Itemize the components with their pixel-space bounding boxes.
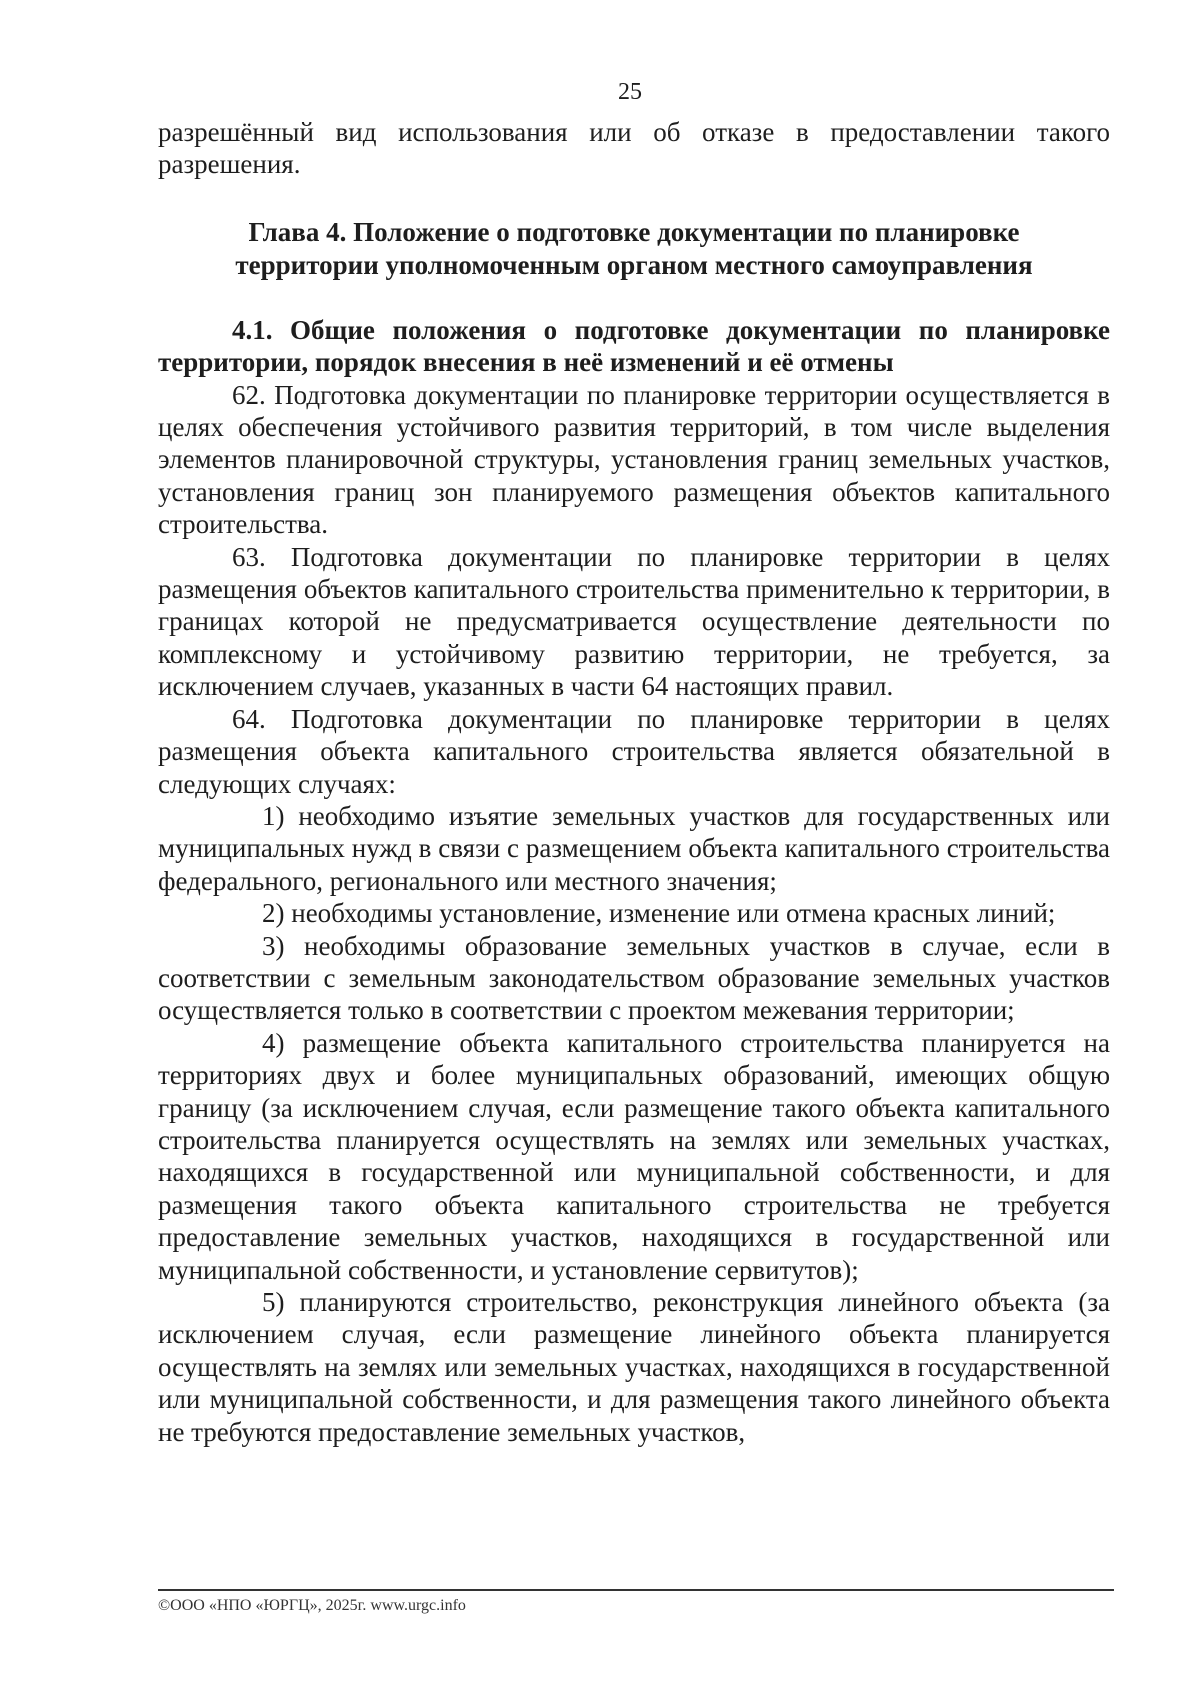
list-item-1: 1) необходимо изъятие земельных участков для государственных или муниципальных нужд в связи с размещением объекта капитального строительства федерального, регионального или местного значения; xyxy=(158,800,1110,896)
list-item-4: 4) размещение объекта капитального строительства планируется на территориях двух и более муниципальных образований, имеющих общую границу (за исключением случая, если размещение такого объекта капитального строительства планируется осуществлять на землях или земельных участках, находящихся в государственной или муниципальной собственности, и для размещения такого объекта капитального строительства не требуется предоставление земельных участков, находящихся в государственной или муниципальной собственности, и установление сервитутов); xyxy=(158,1027,1110,1285)
chapter-heading-line-1: Глава 4. Положение о подготовке документации по планировке xyxy=(248,216,1020,247)
document-body xyxy=(158,116,1110,1448)
list-item-5: 5) планируются строительство, реконструкция линейного объекта (за исключением случая, если размещение линейного объекта планируется осуществлять на землях или земельных участках, находящихся в государственной или муниципальной собственности, и для размещения такого линейного объекта не требуются предоставление земельных участков, xyxy=(158,1287,1110,1447)
chapter-heading xyxy=(158,216,1110,282)
page-number: 25 xyxy=(618,79,642,105)
paragraph-62: 62. Подготовка документации по планировке территории осуществляется в целях обеспечения устойчивого развития территорий, в том числе выделения элементов планировочной структуры, установления границ земельных участков, установления границ зон планируемого размещения объектов капитального строительства. xyxy=(158,379,1110,540)
section-heading: 4.1. Общие положения о подготовке документации по планировке территории, порядок внесения в неё изменений и её отмены xyxy=(158,314,1110,378)
chapter-heading-line-2: территории уполномоченным органом местного самоуправления xyxy=(235,249,1033,280)
paragraph-64: 64. Подготовка документации по планировке территории в целях размещения объекта капитального строительства является обязательной в следующих случаях: xyxy=(158,703,1110,799)
paragraph-63: 63. Подготовка документации по планировке территории в целях размещения объектов капитального строительства применительно к территории, в границах которой не предусматривается осуществление деятельности по комплексному и устойчивому развитию территории, не требуется, за исключением случаев, указанных в части 64 настоящих правил. xyxy=(158,541,1110,702)
footer-divider xyxy=(158,1589,1114,1591)
list-item-2: 2) необходимы установление, изменение или отмена красных линий; xyxy=(262,898,1056,929)
continuation-paragraph: разрешённый вид использования или об отказе в предоставлении такого разрешения. xyxy=(158,117,1110,180)
list-item-3: 3) необходимы образование земельных участков в случае, если в соответствии с земельным законодательством образование земельных участков осуществляется только в соответствии с проектом межевания территории; xyxy=(158,930,1110,1026)
footer-copyright: ©ООО «НПО «ЮРГЦ», 2025г. www.urgc.info xyxy=(158,1597,466,1614)
